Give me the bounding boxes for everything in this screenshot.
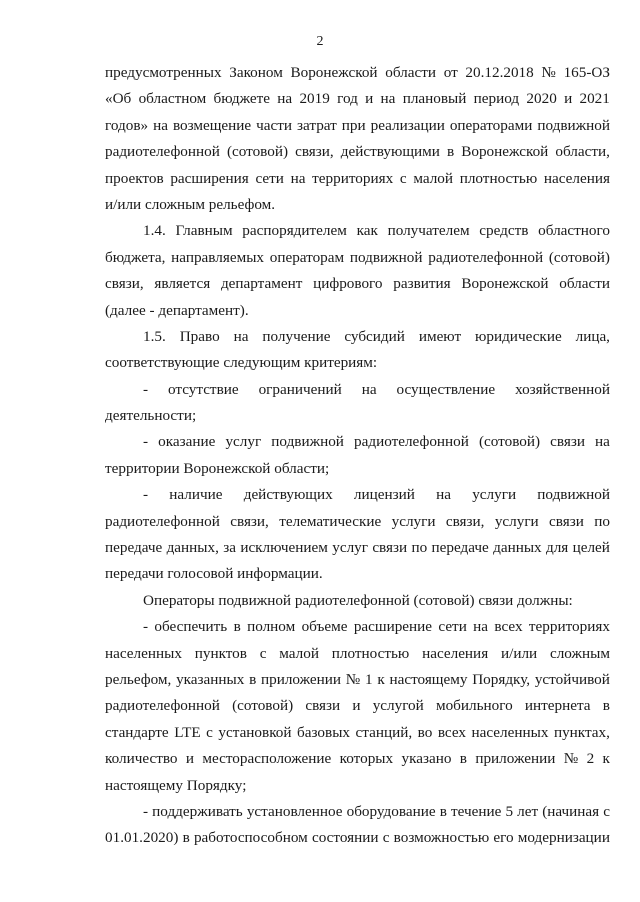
word: хозяйственной xyxy=(515,380,610,398)
word: и xyxy=(564,90,573,108)
word: «Об xyxy=(105,90,132,108)
word: передаче xyxy=(105,539,163,557)
word: станций, xyxy=(355,723,413,741)
word: на xyxy=(361,380,377,398)
word: данных xyxy=(493,539,542,557)
text-line: и/или сложным рельефом. xyxy=(105,195,276,213)
word: всех xyxy=(494,618,523,636)
text-line xyxy=(105,113,610,139)
word: распорядителем xyxy=(242,222,347,240)
word: год xyxy=(337,90,358,108)
word: связи xyxy=(305,697,341,715)
word: в xyxy=(446,143,455,161)
word: на xyxy=(233,327,249,345)
word: - xyxy=(143,433,149,451)
word: связи, xyxy=(295,143,334,161)
word: подвижной xyxy=(537,486,610,504)
text-line xyxy=(105,720,610,746)
word: услуги xyxy=(472,486,517,504)
word: радиотелефонной xyxy=(354,433,469,451)
word: реализации xyxy=(370,116,445,134)
word: цифрового xyxy=(313,275,383,293)
word: полном xyxy=(247,618,296,636)
word: услуг xyxy=(332,539,368,557)
word: связи, xyxy=(105,275,144,293)
word: проектов xyxy=(105,169,164,187)
word: с xyxy=(382,829,390,847)
word: средств xyxy=(479,222,529,240)
word: возмещение xyxy=(172,116,252,134)
word: (сотовой) xyxy=(478,433,541,451)
word: 20.12.2018 xyxy=(465,64,534,81)
word: населенных xyxy=(105,644,182,662)
word: сети xyxy=(438,618,467,636)
word: радиотелефонной xyxy=(105,697,220,715)
word: интернета xyxy=(524,697,591,715)
word: в xyxy=(459,750,467,768)
word: лицензий xyxy=(353,486,415,504)
text-line: территории Воронежской области; xyxy=(105,459,330,477)
word: целей xyxy=(572,539,610,557)
word: бюджета, xyxy=(105,248,166,266)
word: приложении xyxy=(260,670,342,688)
word: Право xyxy=(179,327,220,345)
word: во xyxy=(417,723,433,741)
word: территориях xyxy=(312,169,394,187)
word: указано xyxy=(401,750,452,768)
text-line xyxy=(105,535,610,561)
word: объеме xyxy=(301,618,348,636)
text-line xyxy=(105,60,610,86)
document-body xyxy=(105,60,610,852)
text-line xyxy=(105,166,610,192)
word: по xyxy=(411,539,428,557)
word: 1.4. xyxy=(143,222,166,240)
word: рельефом, xyxy=(105,670,172,688)
text-line xyxy=(105,218,610,244)
word: пунктов xyxy=(194,644,247,662)
word: юридические xyxy=(475,327,562,345)
word: настоящему xyxy=(389,670,468,688)
text-line xyxy=(105,825,610,851)
word: установленное xyxy=(246,802,343,820)
word: субсидий xyxy=(344,327,405,345)
word: плотностью xyxy=(459,169,538,187)
word: связи xyxy=(372,539,408,557)
word: в xyxy=(233,618,241,636)
word: на xyxy=(595,433,610,451)
word: оборудование xyxy=(346,802,436,820)
word: наличие xyxy=(169,486,223,504)
word: состоянии xyxy=(311,829,379,847)
word: по xyxy=(594,512,610,530)
word: для xyxy=(545,539,569,557)
text-line xyxy=(105,324,610,350)
word: (сотовой) xyxy=(226,143,289,161)
word: Главным xyxy=(175,222,233,240)
word: связи, xyxy=(445,512,485,530)
text-line: настоящему Порядку; xyxy=(105,776,247,794)
word: лица, xyxy=(575,327,610,345)
word: период xyxy=(473,90,520,108)
word: на xyxy=(290,169,306,187)
word: № xyxy=(541,64,556,81)
page-number: 2 xyxy=(316,34,324,49)
word: получателем xyxy=(387,222,470,240)
word: (сотовой) xyxy=(232,697,294,715)
word: и xyxy=(185,750,195,768)
word: подвижной xyxy=(349,248,423,266)
word: при xyxy=(341,116,366,134)
word: является xyxy=(154,275,211,293)
word: 01.01.2020) xyxy=(105,829,179,847)
word: радиотелефонной xyxy=(105,143,220,161)
word: плановый xyxy=(402,90,467,108)
word: в xyxy=(439,802,447,820)
word: радиотелефонной xyxy=(428,248,544,266)
word: оказание xyxy=(158,433,216,451)
word: LTE xyxy=(174,723,201,741)
word: расширение xyxy=(353,618,433,636)
text-line: соответствующие следующим критериям: xyxy=(105,354,378,372)
word: развития xyxy=(393,275,451,293)
text-line xyxy=(105,139,610,165)
text-line xyxy=(105,377,610,403)
word: области xyxy=(559,275,610,293)
word: департамент xyxy=(220,275,303,293)
word: поддерживать xyxy=(152,802,243,820)
word: которых xyxy=(339,750,394,768)
word: 5 xyxy=(505,802,514,820)
word: и xyxy=(352,697,361,715)
word: части xyxy=(256,116,293,134)
text-line xyxy=(105,245,610,271)
word: услуг xyxy=(225,433,262,451)
word: с xyxy=(206,723,213,741)
text-line xyxy=(105,614,610,640)
word: населения xyxy=(543,169,610,187)
word: Воронежской xyxy=(461,143,549,161)
word: радиотелефонной xyxy=(105,512,220,530)
word: услугой xyxy=(372,697,424,715)
word: приложении xyxy=(475,750,556,768)
word: 2020 xyxy=(526,90,557,108)
word: в xyxy=(602,697,610,715)
word: связи xyxy=(550,433,585,451)
word: - xyxy=(143,486,149,504)
word: передаче xyxy=(431,539,489,557)
text-line xyxy=(105,86,610,112)
word: операторами xyxy=(449,116,533,134)
word: связи, xyxy=(230,512,269,530)
word: от xyxy=(443,64,458,81)
word: за xyxy=(223,539,236,557)
word: (начиная xyxy=(542,802,600,820)
word: 2 xyxy=(586,750,595,768)
word: всех xyxy=(437,723,466,741)
word: на xyxy=(473,618,489,636)
word: месторасположение xyxy=(202,750,332,768)
word: - xyxy=(143,380,149,398)
word: стандарте xyxy=(105,723,169,741)
text-line xyxy=(105,509,610,535)
word: Воронежской xyxy=(461,275,549,293)
word: Законом xyxy=(229,64,283,81)
text-line xyxy=(105,482,610,508)
text-line: деятельности; xyxy=(105,407,197,425)
text-line xyxy=(105,429,610,455)
word: действующих xyxy=(243,486,333,504)
word: обеспечить xyxy=(154,618,228,636)
word: в xyxy=(249,670,257,688)
word: 2021 xyxy=(579,90,610,108)
word: получение xyxy=(262,327,331,345)
word: количество xyxy=(105,750,178,768)
word: указанных xyxy=(176,670,245,688)
word: модернизации xyxy=(517,829,610,847)
word: - xyxy=(143,618,149,636)
word: годов» xyxy=(105,116,149,134)
word: с xyxy=(399,169,407,187)
word: на xyxy=(380,90,396,108)
word: осуществление xyxy=(396,380,496,398)
word: и/или xyxy=(500,644,538,662)
word: связи xyxy=(549,512,584,530)
word: населенных xyxy=(471,723,549,741)
word: области, xyxy=(555,143,610,161)
text-line xyxy=(105,271,610,297)
word: областного xyxy=(538,222,610,240)
word: направляемых xyxy=(171,248,264,266)
word: имеют xyxy=(418,327,462,345)
word: к xyxy=(377,670,385,688)
word: Порядку, xyxy=(472,670,531,688)
word: его xyxy=(493,829,514,847)
word: области xyxy=(385,64,437,81)
word: 1 xyxy=(365,670,373,688)
word: лет xyxy=(517,802,539,820)
word: на xyxy=(277,90,293,108)
word: с xyxy=(603,802,610,820)
word: на xyxy=(436,486,451,504)
word: в xyxy=(182,829,190,847)
word: услуги xyxy=(494,512,539,530)
word: 1.5. xyxy=(143,327,166,345)
word: к xyxy=(602,750,610,768)
word: отсутствие xyxy=(168,380,239,398)
word: и xyxy=(365,90,374,108)
word: установкой xyxy=(218,723,292,741)
word: данных, xyxy=(166,539,219,557)
word: с xyxy=(259,644,267,662)
word: подвижной xyxy=(271,433,344,451)
word: бюджете xyxy=(213,90,270,108)
word: на xyxy=(153,116,168,134)
word: малой xyxy=(279,644,319,662)
word: № xyxy=(563,750,579,768)
text-line: передачи голосовой информации. xyxy=(105,565,323,583)
word: устойчивой xyxy=(534,670,610,688)
word: затрат xyxy=(297,116,337,134)
word: сложным xyxy=(549,644,610,662)
word: Воронежской xyxy=(290,64,378,81)
word: плотностью xyxy=(331,644,410,662)
text-line xyxy=(105,746,610,772)
word: исключением xyxy=(240,539,328,557)
text-line: (далее - департамент). xyxy=(105,301,249,319)
word: предусмотренных xyxy=(105,64,222,81)
text-line: Операторы подвижной радиотелефонной (сотовой) связи должны: xyxy=(143,591,573,609)
text-line xyxy=(105,641,610,667)
word: возможностью xyxy=(393,829,490,847)
text-line xyxy=(105,667,610,693)
word: мобильного xyxy=(435,697,513,715)
word: № xyxy=(345,670,361,688)
word: областном xyxy=(138,90,207,108)
word: операторам xyxy=(269,248,345,266)
word: населения xyxy=(422,644,489,662)
word: течение xyxy=(450,802,502,820)
text-line xyxy=(105,693,610,719)
word: базовых xyxy=(297,723,350,741)
word: ограничений xyxy=(258,380,342,398)
word: малой xyxy=(413,169,454,187)
text-line xyxy=(105,799,610,825)
word: работоспособном xyxy=(193,829,308,847)
word: услуги xyxy=(391,512,436,530)
word: сети xyxy=(255,169,284,187)
word: телематические xyxy=(279,512,382,530)
word: расширения xyxy=(170,169,249,187)
word: 165-ОЗ xyxy=(563,64,610,81)
word: как xyxy=(356,222,378,240)
word: действующими xyxy=(340,143,440,161)
word: - xyxy=(143,802,149,820)
word: подвижной xyxy=(537,116,610,134)
word: территориях xyxy=(528,618,610,636)
word: (сотовой) xyxy=(548,248,610,266)
word: пунктах, xyxy=(553,723,610,741)
word: 2019 xyxy=(299,90,330,108)
